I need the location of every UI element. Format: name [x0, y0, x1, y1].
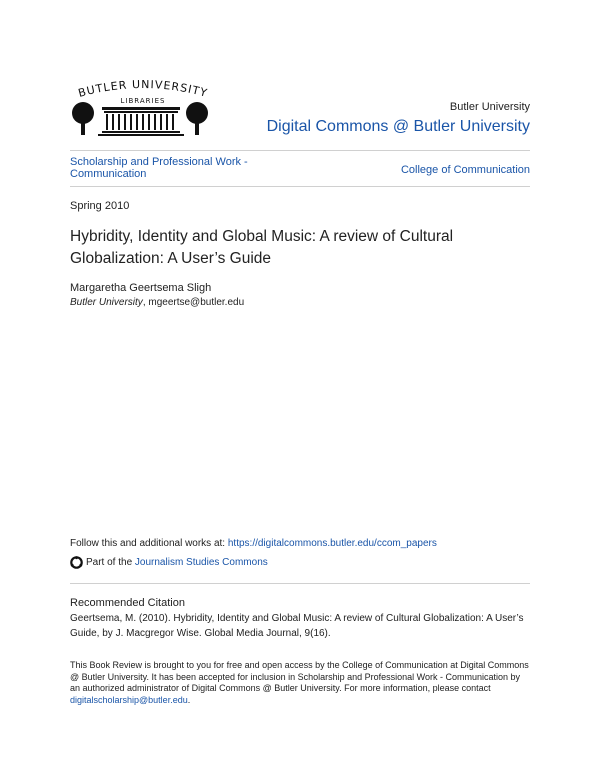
notice-text: This Book Review is brought to you for free and open access by the College of Communication at Digital Commons @ Butler University. It has been accepted for inclusion in Scholarship and Professional Work - Communication by an authorized administrator of Digital Commons @ Butler University. For more information, please contact [70, 660, 529, 693]
divider [70, 150, 530, 151]
affiliation-name: Butler University [70, 297, 143, 308]
publication-date: Spring 2010 [70, 200, 130, 212]
citation-heading: Recommended Citation [70, 597, 185, 609]
repository-link[interactable]: Digital Commons @ Butler University [266, 118, 530, 135]
paper-title: Hybridity, Identity and Global Music: A review of Cultural Globalization: A User’s Guide [70, 228, 454, 267]
author-affiliation [70, 297, 244, 308]
divider [70, 186, 530, 187]
author-email: , mgeertse@butler.edu [142, 297, 245, 308]
access-notice [70, 660, 530, 706]
contact-email-link[interactable]: digitalscholarship@butler.edu [70, 694, 188, 705]
divider [70, 583, 530, 584]
logo-top-text: BUTLER UNIVERSITY [76, 77, 210, 100]
network-icon [70, 556, 83, 569]
follow-line [70, 538, 437, 549]
part-of-line [70, 556, 268, 569]
series-link[interactable]: Scholarship and Professional Work - Communication [70, 156, 248, 180]
author-name: Margaretha Geertsema Sligh [70, 282, 212, 294]
journalism-commons-link[interactable]: Journalism Studies Commons [134, 557, 268, 568]
part-of-prefix: Part of the [86, 557, 133, 568]
butler-libraries-logo [68, 76, 218, 144]
logo-sub-text: LIBRARIES [120, 97, 166, 105]
college-link[interactable]: College of Communication [400, 164, 530, 176]
citation-text: Geertsema, M. (2010). Hybridity, Identity and Global Music: A review of Cultural Globalization: A User’s Guide, by J. Macgregor Wise. Global Media Journal, 9(16). [70, 613, 524, 639]
collection-url-link[interactable]: https://digitalcommons.butler.edu/ccom_papers [227, 538, 437, 549]
institution-name: Butler University [449, 101, 530, 113]
follow-prefix: Follow this and additional works at: [70, 538, 228, 549]
notice-end: . [187, 694, 191, 705]
